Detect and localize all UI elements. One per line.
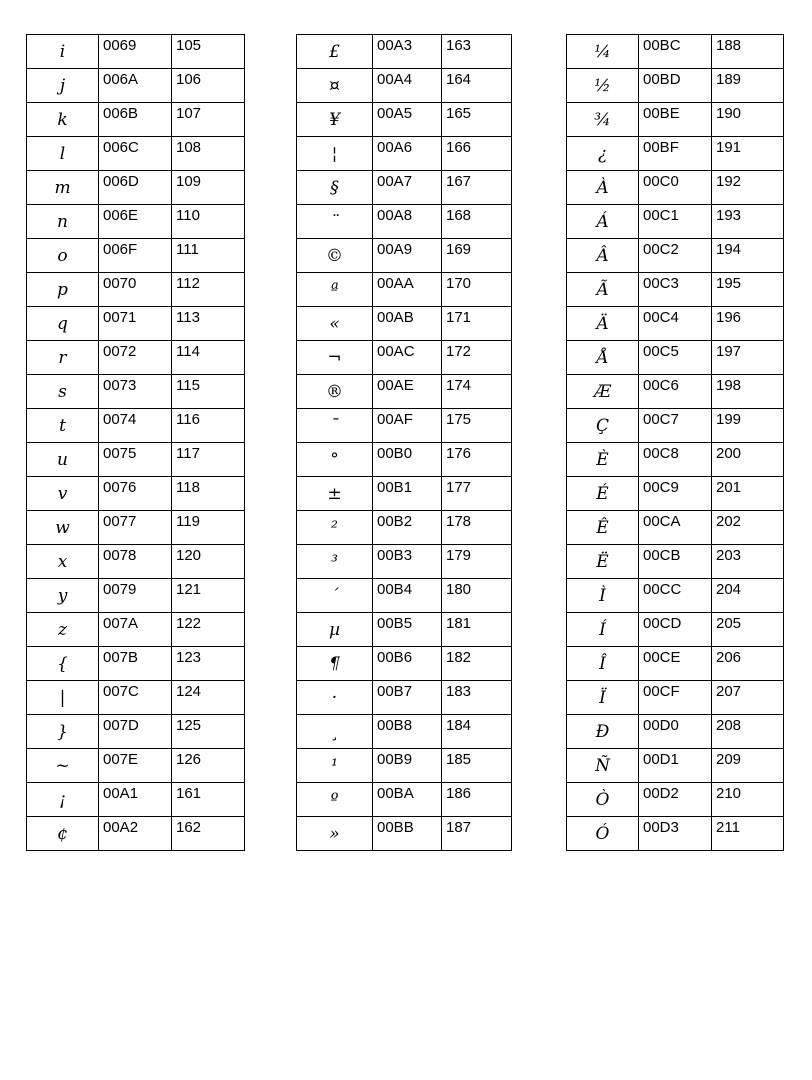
- decimal-cell: 172: [442, 341, 512, 375]
- unicode-cell: 007C: [99, 681, 172, 715]
- table-row: [567, 273, 784, 307]
- table-row: [567, 171, 784, 205]
- table-row: [27, 817, 245, 851]
- table-row: [567, 35, 784, 69]
- glyph-cell: £: [297, 35, 373, 69]
- glyph-cell: ¼: [567, 35, 639, 69]
- glyph-cell: ¥: [297, 103, 373, 137]
- table-row: [297, 137, 512, 171]
- glyph-cell: |: [27, 681, 99, 715]
- glyph-cell: ¾: [567, 103, 639, 137]
- decimal-cell: 192: [712, 171, 784, 205]
- decimal-cell: 201: [712, 477, 784, 511]
- table-row: [297, 103, 512, 137]
- table-row: [297, 511, 512, 545]
- decimal-cell: 189: [712, 69, 784, 103]
- table-row: [27, 579, 245, 613]
- table-row: [27, 307, 245, 341]
- unicode-cell: 0070: [99, 273, 172, 307]
- glyph-cell: Ñ: [567, 749, 639, 783]
- unicode-cell: 00AC: [373, 341, 442, 375]
- unicode-cell: 007E: [99, 749, 172, 783]
- table-row: [27, 171, 245, 205]
- glyph-cell: È: [567, 443, 639, 477]
- table-row: [27, 511, 245, 545]
- decimal-cell: 114: [172, 341, 245, 375]
- table-row: [567, 647, 784, 681]
- decimal-cell: 185: [442, 749, 512, 783]
- decimal-cell: 118: [172, 477, 245, 511]
- decimal-cell: 193: [712, 205, 784, 239]
- unicode-cell: 0072: [99, 341, 172, 375]
- table-row: [27, 647, 245, 681]
- table-row: [297, 443, 512, 477]
- table-row: [27, 477, 245, 511]
- decimal-cell: 199: [712, 409, 784, 443]
- table-row: [567, 307, 784, 341]
- table-row: [27, 103, 245, 137]
- table-row: [297, 647, 512, 681]
- glyph-cell: x: [27, 545, 99, 579]
- character-table-body: [27, 35, 245, 851]
- table-row: [297, 817, 512, 851]
- decimal-cell: 197: [712, 341, 784, 375]
- table-row: [297, 171, 512, 205]
- decimal-cell: 161: [172, 783, 245, 817]
- glyph-cell: Ð: [567, 715, 639, 749]
- glyph-cell: }: [27, 715, 99, 749]
- table-row: [567, 783, 784, 817]
- glyph-cell: Ì: [567, 579, 639, 613]
- table-row: [297, 341, 512, 375]
- table-row: [297, 783, 512, 817]
- table-row: [27, 613, 245, 647]
- table-row: [27, 341, 245, 375]
- table-row: [297, 715, 512, 749]
- table-row: [27, 273, 245, 307]
- glyph-cell: ¬: [297, 341, 373, 375]
- unicode-cell: 00C2: [639, 239, 712, 273]
- table-row: [27, 239, 245, 273]
- unicode-cell: 007A: [99, 613, 172, 647]
- table-row: [297, 579, 512, 613]
- glyph-cell: Ç: [567, 409, 639, 443]
- decimal-cell: 209: [712, 749, 784, 783]
- unicode-cell: 0078: [99, 545, 172, 579]
- decimal-cell: 115: [172, 375, 245, 409]
- unicode-cell: 00C8: [639, 443, 712, 477]
- glyph-cell: ±: [297, 477, 373, 511]
- unicode-cell: 00B7: [373, 681, 442, 715]
- unicode-cell: 00C3: [639, 273, 712, 307]
- table-row: [297, 545, 512, 579]
- table-row: [297, 273, 512, 307]
- table-row: [27, 35, 245, 69]
- glyph-cell: l: [27, 137, 99, 171]
- unicode-cell: 007D: [99, 715, 172, 749]
- decimal-cell: 171: [442, 307, 512, 341]
- table-row: [567, 613, 784, 647]
- decimal-cell: 205: [712, 613, 784, 647]
- unicode-cell: 00D3: [639, 817, 712, 851]
- glyph-cell: n: [27, 205, 99, 239]
- table-row: [27, 681, 245, 715]
- glyph-cell: s: [27, 375, 99, 409]
- table-row: [567, 749, 784, 783]
- glyph-cell: ~: [27, 749, 99, 783]
- unicode-cell: 00BF: [639, 137, 712, 171]
- unicode-cell: 0075: [99, 443, 172, 477]
- unicode-cell: 00A8: [373, 205, 442, 239]
- table-row: [567, 477, 784, 511]
- unicode-cell: 00A9: [373, 239, 442, 273]
- table-row: [567, 375, 784, 409]
- unicode-cell: 00B9: [373, 749, 442, 783]
- unicode-cell: 00A2: [99, 817, 172, 851]
- unicode-cell: 00CF: [639, 681, 712, 715]
- glyph-cell: ·: [297, 681, 373, 715]
- glyph-cell: ¨: [297, 205, 373, 239]
- unicode-cell: 00CA: [639, 511, 712, 545]
- decimal-cell: 124: [172, 681, 245, 715]
- glyph-cell: j: [27, 69, 99, 103]
- unicode-cell: 00B1: [373, 477, 442, 511]
- unicode-cell: 00AB: [373, 307, 442, 341]
- unicode-cell: 0071: [99, 307, 172, 341]
- glyph-cell: Ë: [567, 545, 639, 579]
- table-row: [567, 341, 784, 375]
- unicode-cell: 00C0: [639, 171, 712, 205]
- glyph-cell: ¹: [297, 749, 373, 783]
- table-row: [567, 817, 784, 851]
- decimal-cell: 195: [712, 273, 784, 307]
- table-row: [297, 749, 512, 783]
- glyph-cell: «: [297, 307, 373, 341]
- unicode-cell: 00A3: [373, 35, 442, 69]
- unicode-cell: 00AA: [373, 273, 442, 307]
- decimal-cell: 110: [172, 205, 245, 239]
- table-row: [567, 103, 784, 137]
- glyph-cell: Ï: [567, 681, 639, 715]
- decimal-cell: 208: [712, 715, 784, 749]
- decimal-cell: 175: [442, 409, 512, 443]
- table-row: [297, 35, 512, 69]
- table-row: [567, 409, 784, 443]
- table-row: [567, 137, 784, 171]
- glyph-cell: Í: [567, 613, 639, 647]
- table-row: [567, 545, 784, 579]
- character-table-body: [297, 35, 512, 851]
- decimal-cell: 188: [712, 35, 784, 69]
- decimal-cell: 169: [442, 239, 512, 273]
- unicode-cell: 0076: [99, 477, 172, 511]
- glyph-cell: {: [27, 647, 99, 681]
- glyph-cell: ´: [297, 579, 373, 613]
- glyph-cell: Ê: [567, 511, 639, 545]
- glyph-cell: ¶: [297, 647, 373, 681]
- table-row: [27, 749, 245, 783]
- glyph-cell: Ä: [567, 307, 639, 341]
- unicode-cell: 00B8: [373, 715, 442, 749]
- decimal-cell: 202: [712, 511, 784, 545]
- table-row: [27, 443, 245, 477]
- glyph-cell: t: [27, 409, 99, 443]
- table-row: [297, 307, 512, 341]
- decimal-cell: 122: [172, 613, 245, 647]
- decimal-cell: 123: [172, 647, 245, 681]
- table-row: [567, 681, 784, 715]
- glyph-cell: o: [27, 239, 99, 273]
- table-row: [27, 783, 245, 817]
- unicode-cell: 00BB: [373, 817, 442, 851]
- decimal-cell: 200: [712, 443, 784, 477]
- decimal-cell: 109: [172, 171, 245, 205]
- unicode-cell: 00C6: [639, 375, 712, 409]
- table-row: [27, 545, 245, 579]
- decimal-cell: 163: [442, 35, 512, 69]
- glyph-cell: u: [27, 443, 99, 477]
- decimal-cell: 107: [172, 103, 245, 137]
- decimal-cell: 178: [442, 511, 512, 545]
- unicode-cell: 006C: [99, 137, 172, 171]
- glyph-cell: µ: [297, 613, 373, 647]
- decimal-cell: 181: [442, 613, 512, 647]
- decimal-cell: 191: [712, 137, 784, 171]
- glyph-cell: °: [297, 443, 373, 477]
- glyph-cell: Æ: [567, 375, 639, 409]
- character-table-1: [26, 34, 245, 851]
- decimal-cell: 162: [172, 817, 245, 851]
- table-row: [297, 375, 512, 409]
- table-row: [567, 715, 784, 749]
- glyph-cell: Î: [567, 647, 639, 681]
- decimal-cell: 164: [442, 69, 512, 103]
- decimal-cell: 198: [712, 375, 784, 409]
- decimal-cell: 207: [712, 681, 784, 715]
- table-row: [297, 239, 512, 273]
- decimal-cell: 125: [172, 715, 245, 749]
- glyph-cell: ®: [297, 375, 373, 409]
- unicode-cell: 00CB: [639, 545, 712, 579]
- unicode-cell: 007B: [99, 647, 172, 681]
- table-row: [27, 205, 245, 239]
- table-row: [567, 511, 784, 545]
- table-row: [567, 579, 784, 613]
- glyph-cell: ¿: [567, 137, 639, 171]
- glyph-cell: y: [27, 579, 99, 613]
- decimal-cell: 182: [442, 647, 512, 681]
- glyph-cell: k: [27, 103, 99, 137]
- table-row: [567, 443, 784, 477]
- glyph-cell: ¦: [297, 137, 373, 171]
- unicode-cell: 00D0: [639, 715, 712, 749]
- decimal-cell: 167: [442, 171, 512, 205]
- unicode-cell: 006A: [99, 69, 172, 103]
- table-row: [27, 715, 245, 749]
- decimal-cell: 119: [172, 511, 245, 545]
- decimal-cell: 126: [172, 749, 245, 783]
- table-row: [297, 69, 512, 103]
- glyph-cell: À: [567, 171, 639, 205]
- decimal-cell: 203: [712, 545, 784, 579]
- decimal-cell: 210: [712, 783, 784, 817]
- unicode-cell: 00B6: [373, 647, 442, 681]
- decimal-cell: 117: [172, 443, 245, 477]
- glyph-cell: §: [297, 171, 373, 205]
- decimal-cell: 120: [172, 545, 245, 579]
- table-row: [297, 205, 512, 239]
- decimal-cell: 196: [712, 307, 784, 341]
- unicode-cell: 00C5: [639, 341, 712, 375]
- unicode-cell: 0073: [99, 375, 172, 409]
- glyph-cell: w: [27, 511, 99, 545]
- glyph-cell: ½: [567, 69, 639, 103]
- glyph-cell: ¯: [297, 409, 373, 443]
- table-row: [27, 137, 245, 171]
- glyph-cell: i: [27, 35, 99, 69]
- glyph-cell: m: [27, 171, 99, 205]
- glyph-cell: »: [297, 817, 373, 851]
- glyph-cell: r: [27, 341, 99, 375]
- decimal-cell: 170: [442, 273, 512, 307]
- unicode-cell: 00B5: [373, 613, 442, 647]
- glyph-cell: Å: [567, 341, 639, 375]
- glyph-cell: Ã: [567, 273, 639, 307]
- glyph-cell: q: [27, 307, 99, 341]
- glyph-cell: º: [297, 783, 373, 817]
- unicode-cell: 00A4: [373, 69, 442, 103]
- glyph-cell: v: [27, 477, 99, 511]
- decimal-cell: 186: [442, 783, 512, 817]
- unicode-cell: 006F: [99, 239, 172, 273]
- unicode-cell: 00B3: [373, 545, 442, 579]
- glyph-cell: ²: [297, 511, 373, 545]
- decimal-cell: 179: [442, 545, 512, 579]
- table-row: [297, 681, 512, 715]
- unicode-cell: 00C9: [639, 477, 712, 511]
- unicode-cell: 00A1: [99, 783, 172, 817]
- decimal-cell: 204: [712, 579, 784, 613]
- table-row: [567, 205, 784, 239]
- unicode-cell: 0079: [99, 579, 172, 613]
- unicode-cell: 00AF: [373, 409, 442, 443]
- decimal-cell: 177: [442, 477, 512, 511]
- unicode-cell: 00B0: [373, 443, 442, 477]
- table-row: [567, 69, 784, 103]
- character-table-3: [566, 34, 784, 851]
- decimal-cell: 108: [172, 137, 245, 171]
- decimal-cell: 168: [442, 205, 512, 239]
- unicode-cell: 00AE: [373, 375, 442, 409]
- character-table-body: [567, 35, 784, 851]
- decimal-cell: 176: [442, 443, 512, 477]
- glyph-cell: ¤: [297, 69, 373, 103]
- unicode-cell: 00D1: [639, 749, 712, 783]
- decimal-cell: 184: [442, 715, 512, 749]
- glyph-cell: ³: [297, 545, 373, 579]
- unicode-cell: 00A7: [373, 171, 442, 205]
- unicode-cell: 006E: [99, 205, 172, 239]
- decimal-cell: 183: [442, 681, 512, 715]
- unicode-cell: 00C7: [639, 409, 712, 443]
- unicode-cell: 00BA: [373, 783, 442, 817]
- glyph-cell: Â: [567, 239, 639, 273]
- decimal-cell: 180: [442, 579, 512, 613]
- unicode-cell: 00B4: [373, 579, 442, 613]
- decimal-cell: 113: [172, 307, 245, 341]
- glyph-cell: p: [27, 273, 99, 307]
- glyph-cell: ª: [297, 273, 373, 307]
- table-row: [297, 409, 512, 443]
- unicode-cell: 00D2: [639, 783, 712, 817]
- glyph-cell: Ò: [567, 783, 639, 817]
- glyph-cell: É: [567, 477, 639, 511]
- unicode-cell: 0069: [99, 35, 172, 69]
- decimal-cell: 206: [712, 647, 784, 681]
- table-row: [27, 409, 245, 443]
- table-row: [27, 375, 245, 409]
- decimal-cell: 211: [712, 817, 784, 851]
- unicode-cell: 00A5: [373, 103, 442, 137]
- glyph-cell: ¢: [27, 817, 99, 851]
- decimal-cell: 105: [172, 35, 245, 69]
- glyph-cell: ¸: [297, 715, 373, 749]
- decimal-cell: 190: [712, 103, 784, 137]
- unicode-cell: 00C4: [639, 307, 712, 341]
- decimal-cell: 111: [172, 239, 245, 273]
- decimal-cell: 194: [712, 239, 784, 273]
- glyph-cell: z: [27, 613, 99, 647]
- table-row: [27, 69, 245, 103]
- decimal-cell: 166: [442, 137, 512, 171]
- glyph-cell: ¡: [27, 783, 99, 817]
- glyph-cell: Ó: [567, 817, 639, 851]
- table-row: [297, 613, 512, 647]
- unicode-cell: 00CE: [639, 647, 712, 681]
- unicode-cell: 006D: [99, 171, 172, 205]
- unicode-cell: 00BE: [639, 103, 712, 137]
- unicode-cell: 00B2: [373, 511, 442, 545]
- unicode-cell: 00A6: [373, 137, 442, 171]
- glyph-cell: ©: [297, 239, 373, 273]
- decimal-cell: 112: [172, 273, 245, 307]
- unicode-cell: 00BC: [639, 35, 712, 69]
- unicode-cell: 00BD: [639, 69, 712, 103]
- decimal-cell: 116: [172, 409, 245, 443]
- table-row: [297, 477, 512, 511]
- unicode-cell: 0074: [99, 409, 172, 443]
- unicode-cell: 006B: [99, 103, 172, 137]
- unicode-cell: 00C1: [639, 205, 712, 239]
- decimal-cell: 121: [172, 579, 245, 613]
- unicode-cell: 00CD: [639, 613, 712, 647]
- decimal-cell: 165: [442, 103, 512, 137]
- decimal-cell: 174: [442, 375, 512, 409]
- character-table-2: [296, 34, 512, 851]
- table-row: [567, 239, 784, 273]
- decimal-cell: 106: [172, 69, 245, 103]
- glyph-cell: Á: [567, 205, 639, 239]
- unicode-cell: 0077: [99, 511, 172, 545]
- decimal-cell: 187: [442, 817, 512, 851]
- unicode-cell: 00CC: [639, 579, 712, 613]
